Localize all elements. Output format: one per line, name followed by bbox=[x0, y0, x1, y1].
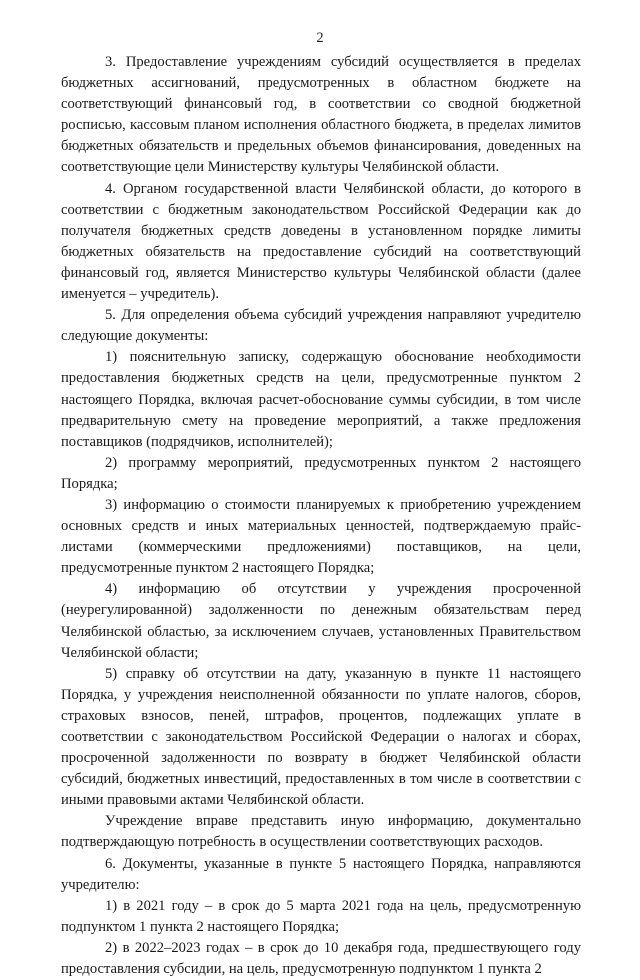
paragraph-3: 3. Предоставление учреждениям субсидий осуществляется в пределах бюджетных ассигнований, предусмотренных в областном бюджете на соответствующий финансовый год, в соответствии со сводной бюджетной росписью, кассовым планом исполнения областного бюджета, в пределах лимитов бюджетных обязательств и предельных объемов финансирования, доведенных на соответствующие цели Министерству культуры Челябинской области. bbox=[61, 54, 581, 176]
paragraph-5-item-4: 4) информацию об отсутствии у учреждения просроченной (неурегулированной) задолженности по денежным обязательствам перед Челябинской областью, за исключением случаев, установленных Правительством Челябинской области; bbox=[61, 581, 581, 661]
paragraph-6: 6. Документы, указанные в пункте 5 настоящего Порядка, направляются учредителю: bbox=[61, 855, 581, 893]
paragraph-5-item-3: 3) информацию о стоимости планируемых к приобретению учреждением основных средств и иных материальных ценностей, подтверждаемую прайс-листами (коммерческими предложениями) поставщиков, на цели, предусмотренные пунктом 2 настоящего Порядка; bbox=[61, 496, 581, 577]
page-number: 2 bbox=[316, 30, 324, 46]
paragraph-5-item-5: 5) справку об отсутствии на дату, указанную в пункте 11 настоящего Порядка, у учреждения неисполненной обязанности по уплате налогов, сборов, страховых взносов, пеней, штрафов, процентов, подлежащих уплате в соответствии с законодательством Российской Федерации о налогах и сборах, просроченной задолженности по возврату в бюджет Челябинской области субсидий, бюджетных инвестиций, предоставленных в том числе в соответствии с иными правовыми актами Челябинской области. bbox=[61, 665, 581, 809]
paragraph-5: 5. Для определения объема субсидий учреждения направляют учредителю следующие документы: bbox=[61, 307, 581, 345]
paragraph-6-item-1: 1) в 2021 году – в срок до 5 марта 2021 года на цель, предусмотренную подпунктом 1 пункта 2 настоящего Порядка; bbox=[61, 897, 581, 935]
paragraph-5-item-2: 2) программу мероприятий, предусмотренных пунктом 2 настоящего Порядка; bbox=[61, 454, 581, 492]
paragraph-5-note: Учреждение вправе представить иную информацию, документально подтверждающую потребность в осуществлении соответствующих расходов. bbox=[61, 813, 581, 851]
document-body bbox=[61, 52, 581, 980]
paragraph-6-item-2: 2) в 2022–2023 годах – в срок до 10 декабря года, предшествующего году предоставления субсидии, на цель, предусмотренную подпунктом 1 пункта 2 bbox=[61, 939, 581, 978]
paragraph-5-item-1: 1) пояснительную записку, содержащую обоснование необходимости предоставления бюджетных средств на цели, предусмотренные пунктом 2 настоящего Порядка, включая расчет-обоснование суммы субсидии, в том числе предварительную смету на проведение мероприятий, а также предложения поставщиков (подрядчиков, исполнителей); bbox=[61, 349, 581, 450]
paragraph-4: 4. Органом государственной власти Челябинской области, до которого в соответствии с бюджетным законодательством Российской Федерации как до получателя бюджетных средств доведены в установленном порядке лимиты бюджетных обязательств на предоставление субсидий на соответствующий финансовый год, является Министерство культуры Челябинской области (далее именуется – учредитель). bbox=[61, 180, 581, 303]
